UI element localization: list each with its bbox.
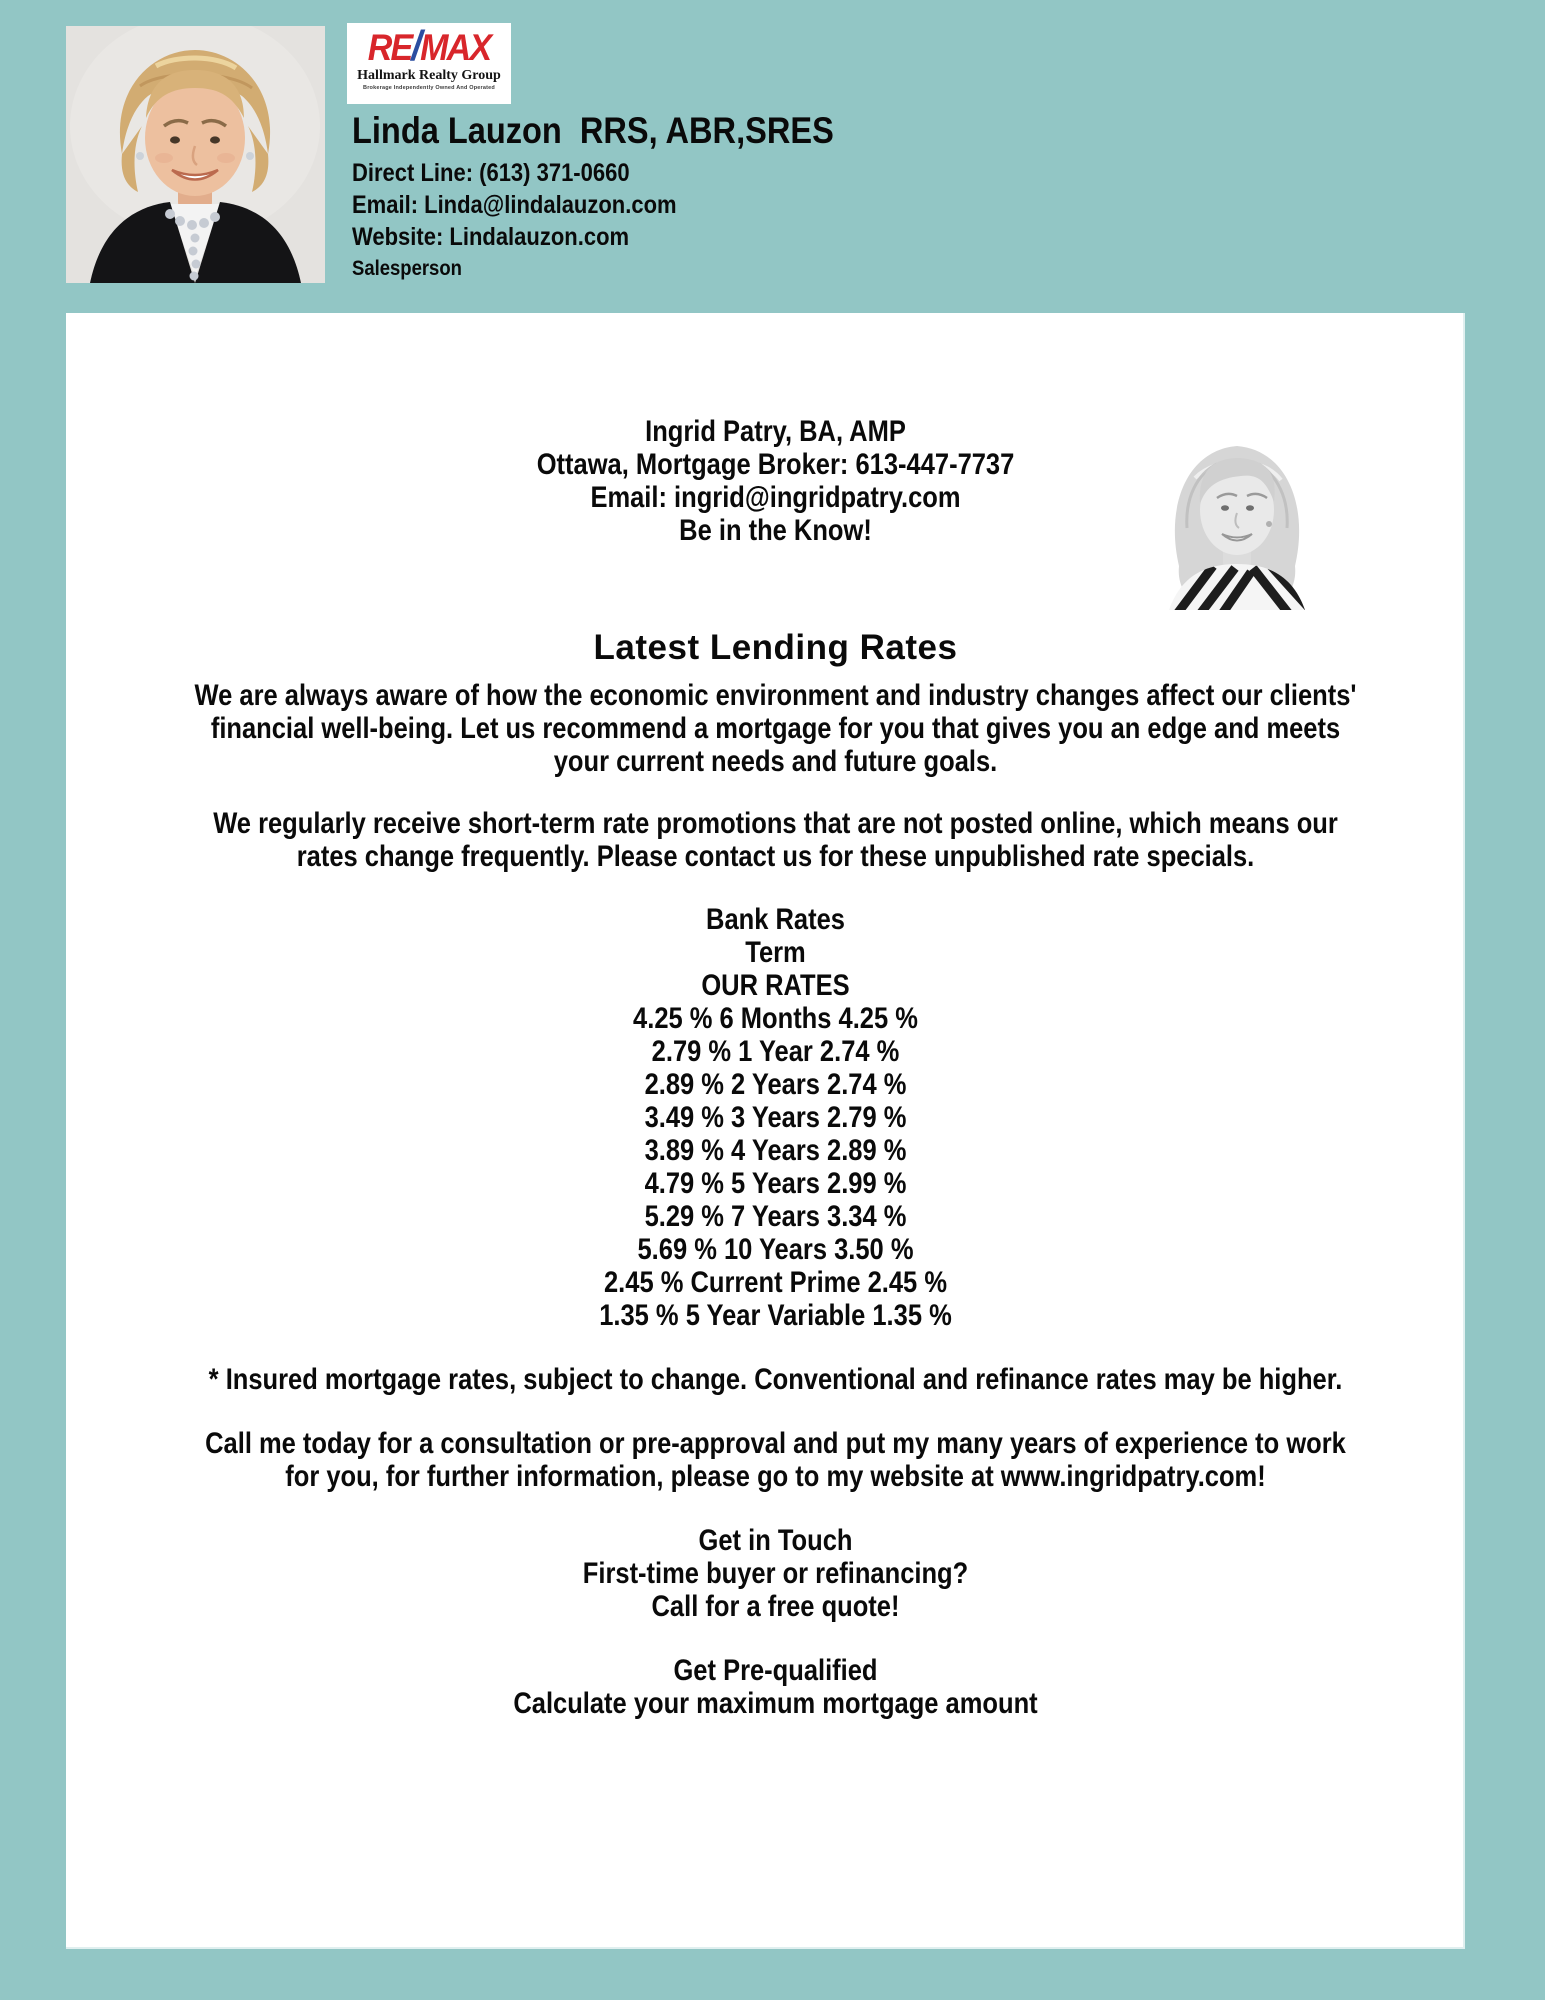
text-line: 2.79 % 1 Year 2.74 % xyxy=(651,1035,900,1068)
text-line: Get in Touch xyxy=(698,1524,853,1557)
text-line: We regularly receive short-term rate promotions that are not posted online, which means our xyxy=(213,807,1338,840)
text-line: financial well-being. Let us recommend a mortgage for you that gives you an edge and meets xyxy=(210,712,1341,745)
rates-disclaimer xyxy=(88,1363,1463,1396)
cta-paragraph xyxy=(88,1427,1463,1493)
text-line: 3.89 % 4 Years 2.89 % xyxy=(644,1134,907,1167)
text-line: 2.89 % 2 Years 2.74 % xyxy=(644,1068,907,1101)
text-line: Bank Rates xyxy=(706,903,845,936)
remax-max: MAX xyxy=(420,27,491,68)
text-line: OUR RATES xyxy=(701,969,850,1002)
intro-paragraph xyxy=(88,679,1463,778)
text-line: 3.49 % 3 Years 2.79 % xyxy=(644,1101,907,1134)
agent-photo xyxy=(66,26,325,283)
text-line: First-time buyer or refinancing? xyxy=(582,1557,969,1590)
text-line: 1.35 % 5 Year Variable 1.35 % xyxy=(599,1299,952,1332)
text-line: 2.45 % Current Prime 2.45 % xyxy=(603,1266,948,1299)
text-line: Be in the Know! xyxy=(679,514,872,547)
content-card xyxy=(66,313,1465,1949)
promo-paragraph xyxy=(88,807,1463,873)
remax-slash-icon: / xyxy=(411,23,421,69)
agent-role: Salesperson xyxy=(352,257,462,280)
remax-wordmark xyxy=(354,23,505,69)
text-line: Calculate your maximum mortgage amount xyxy=(513,1687,1038,1720)
text-line: for you, for further information, please go to my website at www.ingridpatry.com! xyxy=(285,1460,1266,1493)
text-line: Ottawa, Mortgage Broker: 613-447-7737 xyxy=(536,448,1015,481)
remax-tagline: Brokerage Independently Owned And Operated xyxy=(363,85,495,91)
text-line: Email: ingrid@ingridpatry.com xyxy=(590,481,961,514)
get-in-touch-block xyxy=(88,1524,1463,1623)
text-line: rates change frequently. Please contact us for these unpublished rate specials. xyxy=(296,840,1255,873)
broker-portrait-illustration xyxy=(1147,418,1327,610)
text-line: We are always aware of how the economic environment and industry changes affect our clients' xyxy=(194,679,1357,712)
agent-name: Linda Lauzon RRS, ABR,SRES xyxy=(352,110,834,151)
remax-re: RE xyxy=(367,27,412,68)
broker-photo xyxy=(1147,418,1327,610)
remax-subtitle: Hallmark Realty Group xyxy=(357,68,501,83)
agent-email: Email: Linda@lindalauzon.com xyxy=(352,191,677,219)
agent-portrait-illustration xyxy=(66,26,325,283)
text-line: * Insured mortgage rates, subject to change. Conventional and refinance rates may be higher. xyxy=(208,1363,1343,1396)
text-line: 5.69 % 10 Years 3.50 % xyxy=(637,1233,914,1266)
rates-header xyxy=(88,903,1463,1002)
text-line: 4.79 % 5 Years 2.99 % xyxy=(644,1167,907,1200)
prequalify-block xyxy=(88,1654,1463,1720)
rates-table xyxy=(88,1002,1463,1332)
text-line: Term xyxy=(745,936,806,969)
remax-logo xyxy=(347,23,511,104)
page-title: Latest Lending Rates xyxy=(593,628,958,667)
agent-direct-line: Direct Line: (613) 371-0660 xyxy=(352,159,630,187)
text-line: 4.25 % 6 Months 4.25 % xyxy=(633,1002,918,1035)
text-line: Call for a free quote! xyxy=(651,1590,900,1623)
text-line: Ingrid Patry, BA, AMP xyxy=(645,415,906,448)
text-line: your current needs and future goals. xyxy=(553,745,998,778)
agent-website: Website: Lindalauzon.com xyxy=(352,223,630,251)
text-line: Get Pre-qualified xyxy=(673,1654,878,1687)
text-line: Call me today for a consultation or pre-approval and put my many years of experience to work xyxy=(205,1427,1346,1460)
text-line: 5.29 % 7 Years 3.34 % xyxy=(644,1200,907,1233)
